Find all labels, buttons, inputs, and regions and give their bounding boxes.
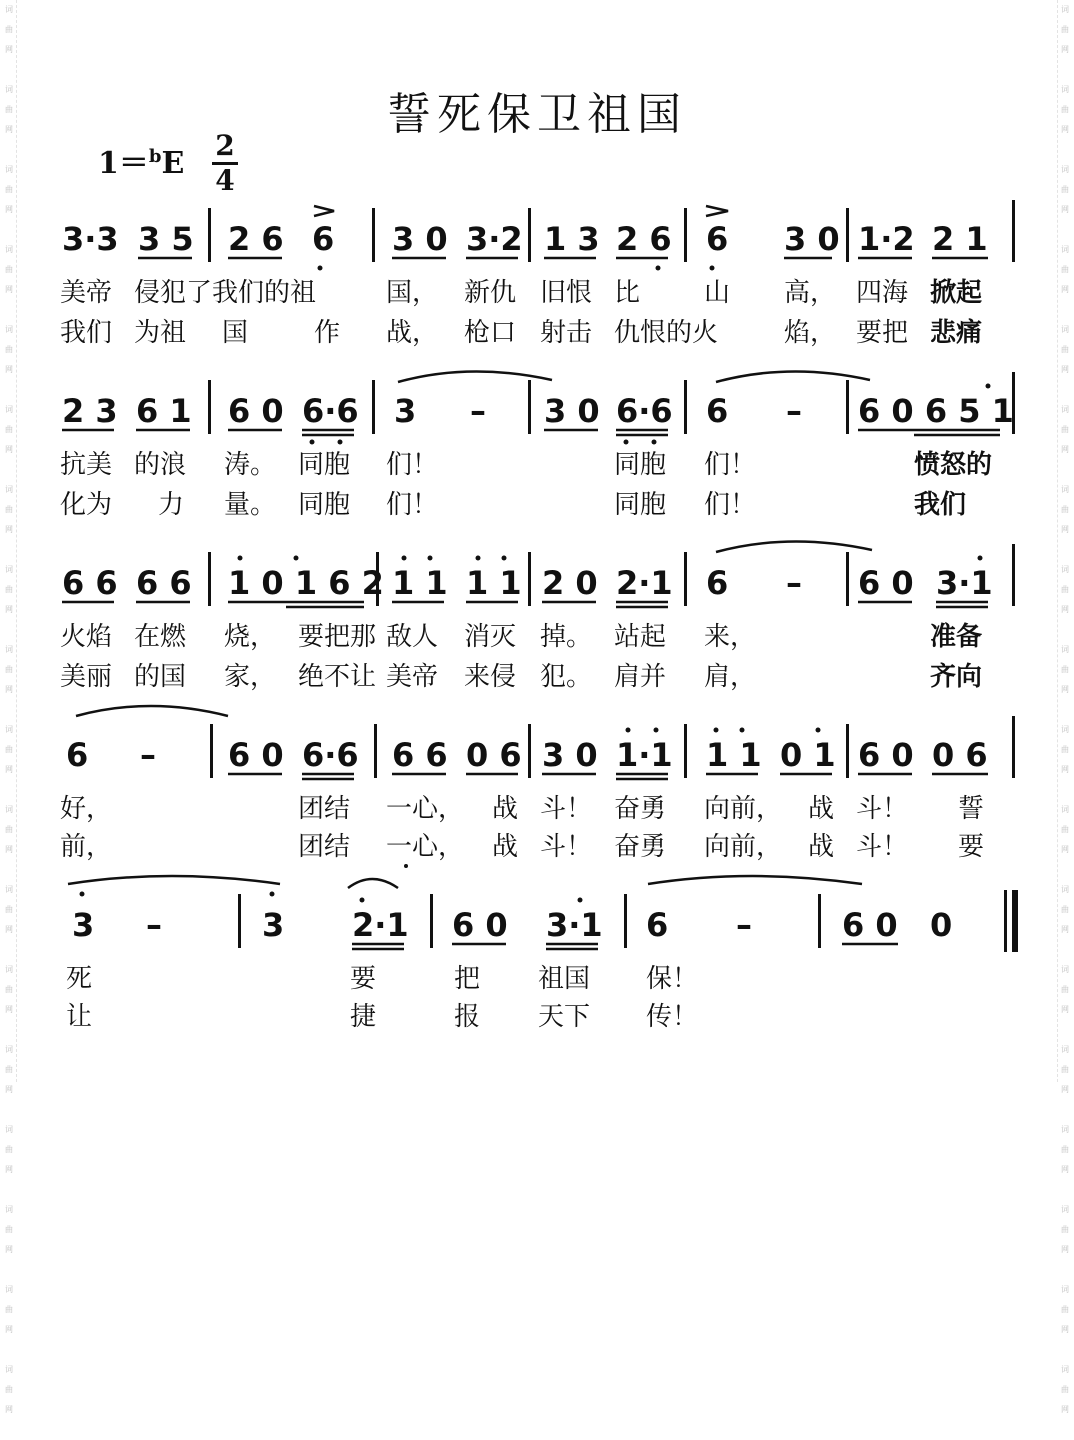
lyric: 悲痛 — [930, 318, 983, 348]
lyric: 们！ — [704, 490, 757, 520]
lyric: 同胞 — [614, 450, 667, 480]
lyric: 比 — [614, 278, 641, 308]
lyric: 要把那 — [298, 622, 377, 652]
lyric: 好， — [60, 794, 113, 824]
lyric: 战 — [492, 832, 519, 862]
lyric: 在燃 — [134, 622, 187, 652]
note-group: 6 0 — [228, 392, 284, 430]
lyric: 高， — [784, 278, 837, 308]
note-group: 2 1 — [932, 220, 988, 258]
lyric: 抗美 — [60, 450, 113, 480]
note-group: 3 — [262, 906, 285, 944]
lyrics-verse-1 — [60, 616, 1020, 650]
lyric: 绝不让 — [298, 662, 377, 692]
lyric: 火焰 — [60, 622, 113, 652]
note-group: 3 5 — [138, 220, 194, 258]
note-group: 3 — [394, 392, 417, 430]
lyric: 量。 — [224, 490, 277, 520]
note-group: 6 0 — [228, 736, 284, 774]
lyrics-verse-1 — [60, 444, 1020, 478]
lyric: 侵犯了我们的祖 — [134, 278, 317, 308]
note-group: 6 0 6 5 1 — [858, 392, 1014, 430]
lyric: 为祖 — [134, 318, 187, 348]
lyric: 斗！ — [540, 794, 593, 824]
lyric: 斗！ — [540, 832, 593, 862]
lyric: 作 — [314, 318, 341, 348]
note-group: 2·1 — [616, 564, 673, 602]
time-signature — [212, 129, 238, 197]
lyric: 四海 — [856, 278, 909, 308]
lyric: 的国 — [134, 662, 187, 692]
lyric: 奋勇 — [614, 832, 667, 862]
lyric: 捷 — [350, 1002, 377, 1032]
note-group: 0 6 — [932, 736, 988, 774]
lyric: 一心， — [386, 832, 465, 862]
lyric: 死 — [66, 964, 93, 994]
lyric: 站起 — [614, 622, 667, 652]
lyric: 要 — [958, 832, 985, 862]
lyric: 肩， — [704, 662, 757, 692]
note-group: 3 0 — [392, 220, 448, 258]
note-group: – — [146, 906, 162, 944]
lyric: 向前， — [704, 794, 783, 824]
note-group: 1·2 — [858, 220, 915, 258]
lyric: 掀起 — [930, 278, 983, 308]
key-signature — [98, 138, 184, 182]
lyrics-verse-2 — [60, 656, 1020, 690]
watermark-text: 词 曲 网 词 曲 网 词 曲 网 词 曲 网 词 曲 网 词 曲 网 词 曲 网 词 曲 网 词 曲 网 词 曲 网 词 曲 网 词 曲 网 词 曲 网 词 曲 网 词 曲 网 词 曲 网 词 曲 网 词 曲 网 — [1061, 5, 1069, 1414]
lyric: 一心， — [386, 794, 465, 824]
note-group: 6 0 — [858, 736, 914, 774]
lyric: 山 — [704, 278, 731, 308]
lyrics-verse-1 — [60, 958, 1020, 992]
note-group: 2·1 — [352, 906, 409, 944]
note-group: 1 3 — [544, 220, 600, 258]
note-group: 2 0 — [542, 564, 598, 602]
lyric: 要 — [350, 964, 377, 994]
lyric: 的浪 — [134, 450, 187, 480]
lyric: 敌人 — [386, 622, 439, 652]
lyric: 祖国 — [538, 964, 591, 994]
lyric: 犯。 — [540, 662, 593, 692]
lyric: 们！ — [704, 450, 757, 480]
note-group: 3·1 — [936, 564, 993, 602]
note-group: 6 — [706, 564, 729, 602]
lyric: 把 — [454, 964, 481, 994]
lyric: 我们 — [60, 318, 113, 348]
lyric: 新仇 — [464, 278, 517, 308]
lyric: 美帝 — [386, 662, 439, 692]
lyric: 保！ — [646, 964, 699, 994]
note-group: 6 0 — [452, 906, 508, 944]
note-group: 6 0 — [842, 906, 898, 944]
lyric: 报 — [454, 1002, 481, 1032]
note-group: 6 0 — [858, 564, 914, 602]
lyric: 战， — [386, 318, 439, 348]
lyric: 战 — [492, 794, 519, 824]
lyric: 国， — [386, 278, 439, 308]
note-group: 0 — [930, 906, 953, 944]
note-group: – — [470, 392, 486, 430]
lyric: 团结 — [298, 832, 351, 862]
note-group: – — [786, 392, 802, 430]
lyric: 来侵 — [464, 662, 517, 692]
lyric: 同胞 — [298, 490, 351, 520]
lyric: 枪口 — [464, 318, 517, 348]
lyric: 们！ — [386, 450, 439, 480]
lyric: 射击 — [540, 318, 593, 348]
note-group: 1 1 — [466, 564, 522, 602]
lyrics-verse-1 — [60, 788, 1020, 822]
note-group: 3 — [72, 906, 95, 944]
lyric: 斗！ — [856, 832, 909, 862]
lyric: 美帝 — [60, 278, 113, 308]
note-group: 6 — [66, 736, 89, 774]
note-group: 6 — [646, 906, 669, 944]
lyric: 战 — [808, 794, 835, 824]
flat-sign: b — [148, 146, 162, 167]
lyric: 肩并 — [614, 662, 667, 692]
note-group: 1 1 — [392, 564, 448, 602]
note-group: 3·1 — [546, 906, 603, 944]
lyric: 掉。 — [540, 622, 593, 652]
note-group: 6 — [706, 392, 729, 430]
lyric: 消灭 — [464, 622, 517, 652]
lyric: 齐向 — [930, 662, 983, 692]
lyric: 天下 — [538, 1002, 591, 1032]
lyric: 愤怒的 — [914, 450, 993, 480]
lyric: 誓 — [958, 794, 985, 824]
song-title: 誓死保卫祖国 — [387, 89, 687, 140]
lyrics-verse-2 — [60, 826, 1020, 860]
note-group: – — [140, 736, 156, 774]
note-group: 3 0 — [542, 736, 598, 774]
key-note: E — [161, 146, 185, 181]
note-group: 6 6 — [392, 736, 448, 774]
note-group: 2 6 — [616, 220, 672, 258]
note-group: – — [786, 564, 802, 602]
lyric: 前， — [60, 832, 113, 862]
note-group: 0 6 — [466, 736, 522, 774]
note-group: 6·6 — [302, 392, 359, 430]
note-group: 6·6 — [616, 392, 673, 430]
note-group: 6 — [312, 220, 335, 258]
lyric: 烧， — [224, 622, 277, 652]
note-group: 6 6 — [62, 564, 118, 602]
note-group: 6 6 — [136, 564, 192, 602]
lyrics-verse-2 — [60, 312, 1020, 346]
lyric: 同胞 — [614, 490, 667, 520]
note-group: 1 1 — [706, 736, 762, 774]
lyric: 旧恨 — [540, 278, 593, 308]
lyric: 们！ — [386, 490, 439, 520]
lyric: 准备 — [930, 622, 983, 652]
lyric: 国 — [222, 318, 249, 348]
lyric: 美丽 — [60, 662, 113, 692]
lyrics-verse-2 — [60, 484, 1020, 518]
lyric: 涛。 — [224, 450, 277, 480]
note-group: – — [736, 906, 752, 944]
note-group: 0 1 — [780, 736, 836, 774]
lyric: 我们 — [914, 490, 967, 520]
lyric: 要把 — [856, 318, 909, 348]
note-group: 2 6 — [228, 220, 284, 258]
lyric: 斗！ — [856, 794, 909, 824]
note-group: 6 1 — [136, 392, 192, 430]
note-group: 3 0 — [784, 220, 840, 258]
lyric: 家， — [224, 662, 277, 692]
lyric: 战 — [808, 832, 835, 862]
lyric: 奋勇 — [614, 794, 667, 824]
lyric: 力 — [158, 490, 185, 520]
note-group: 6 — [706, 220, 729, 258]
note-group: 1·1 — [616, 736, 673, 774]
note-group: 6·6 — [302, 736, 359, 774]
note-group: 1 0 1 6 2 — [228, 564, 384, 602]
note-group: 3 0 — [544, 392, 600, 430]
note-group: 3·2 — [466, 220, 523, 258]
watermark-text: 词 曲 网 词 曲 网 词 曲 网 词 曲 网 词 曲 网 词 曲 网 词 曲 网 词 曲 网 词 曲 网 词 曲 网 词 曲 网 词 曲 网 词 曲 网 词 曲 网 词 曲 网 词 曲 网 词 曲 网 词 曲 网 — [5, 5, 13, 1414]
lyric: 化为 — [60, 490, 113, 520]
time-top: 2 — [215, 129, 235, 162]
lyrics-verse-1 — [60, 272, 1020, 306]
lyric: 传！ — [646, 1002, 699, 1032]
lyric: 同胞 — [298, 450, 351, 480]
lyric: 仇恨的火 — [614, 318, 719, 348]
lyric: 来， — [704, 622, 757, 652]
lyrics-verse-2 — [60, 996, 1020, 1030]
time-bottom: 4 — [215, 164, 235, 197]
lyric: 焰， — [784, 318, 837, 348]
lyric: 让 — [66, 1002, 93, 1032]
lyric: 向前， — [704, 832, 783, 862]
lyric: 团结 — [298, 794, 351, 824]
key-prefix: 1＝ — [98, 146, 149, 181]
note-group: 2 3 — [62, 392, 118, 430]
note-group: 3·3 — [62, 220, 119, 258]
